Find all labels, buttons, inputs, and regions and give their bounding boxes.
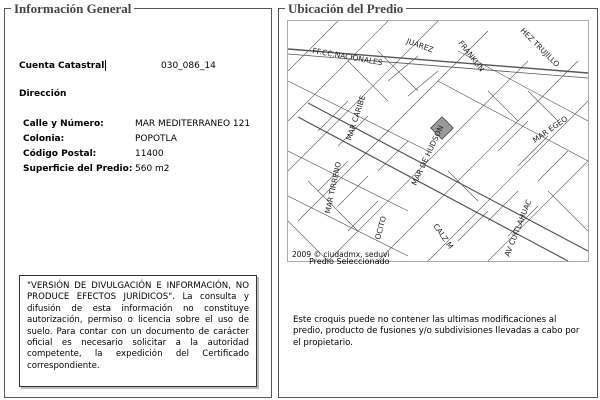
calle-label: Calle y Número:: [23, 119, 104, 129]
street-label-ocito: OCITO: [373, 215, 389, 241]
superficie-label: Superficie del Predio:: [23, 164, 133, 174]
text-cursor: [105, 60, 106, 71]
street-label-caribe: MAR CARIBE: [344, 94, 368, 142]
street-line: [288, 196, 408, 256]
croquis-note: Este croquis puede no contener las ultimas modificaciones al predio, producto de fusiones y/o subdivisiones llevadas a cabo por el propietario.: [293, 315, 580, 348]
cuenta-catastral-value: 030_086_14: [161, 61, 216, 71]
map-copyright: 2009 © ciudadmx, seduvi: [292, 250, 390, 259]
street-label-juarez: JUAREZ: [405, 36, 435, 55]
ubicacion-panel: [278, 1, 598, 398]
colonia-value: POPOTLA: [135, 134, 177, 144]
street-label-tirreno: MAR TIRRENO: [323, 161, 343, 215]
street-label-calz: CALZ M: [431, 221, 456, 251]
cuenta-catastral-label: Cuenta Catastral: [19, 61, 105, 71]
street-label-hudson: MAR DE HUDSON: [409, 123, 446, 187]
street-line: [378, 61, 578, 261]
street-label-trujillo: HEZ TRUJILLO: [518, 26, 562, 69]
street-label-ff-cc: FF.CC.NACIONALES: [311, 46, 384, 68]
predio-seleccionado-label: Predio Seleccionado: [309, 257, 390, 266]
codigo-postal-label: Código Postal:: [23, 149, 97, 159]
info-general-title: Información General: [11, 1, 134, 16]
street-line: [288, 151, 408, 211]
ubicacion-title: Ubicación del Predio: [285, 1, 406, 16]
street-label-cuitlahuac: AV CUITLAHUAC: [502, 198, 534, 258]
street-label-egeo: MAR EGEO: [530, 114, 570, 145]
map-svg: [288, 21, 588, 261]
location-map[interactable]: [287, 20, 589, 262]
street-line: [488, 161, 588, 261]
street-label-franklin: FRANKLIN: [456, 38, 487, 74]
calle-value: MAR MEDITERRANEO 121: [135, 119, 251, 129]
codigo-postal-value: 11400: [135, 149, 164, 159]
superficie-value: 560 m2: [135, 164, 170, 174]
direccion-heading: Dirección: [19, 89, 67, 99]
disclaimer-box: "VERSIÓN DE DIVULGACIÓN E INFORMACIÓN, NO PRODUCE EFECTOS JURÍDICOS". La consulta y difusión de esta información no constituye autorización, permiso o licencia sobre el uso de suelo. Para contar con un documento de carácter oficial es necesario solicitar a la autoridad competente, la expedición del Certificado correspondiente.: [19, 275, 257, 387]
colonia-label: Colonia:: [23, 134, 65, 144]
info-general-panel: [4, 1, 272, 398]
